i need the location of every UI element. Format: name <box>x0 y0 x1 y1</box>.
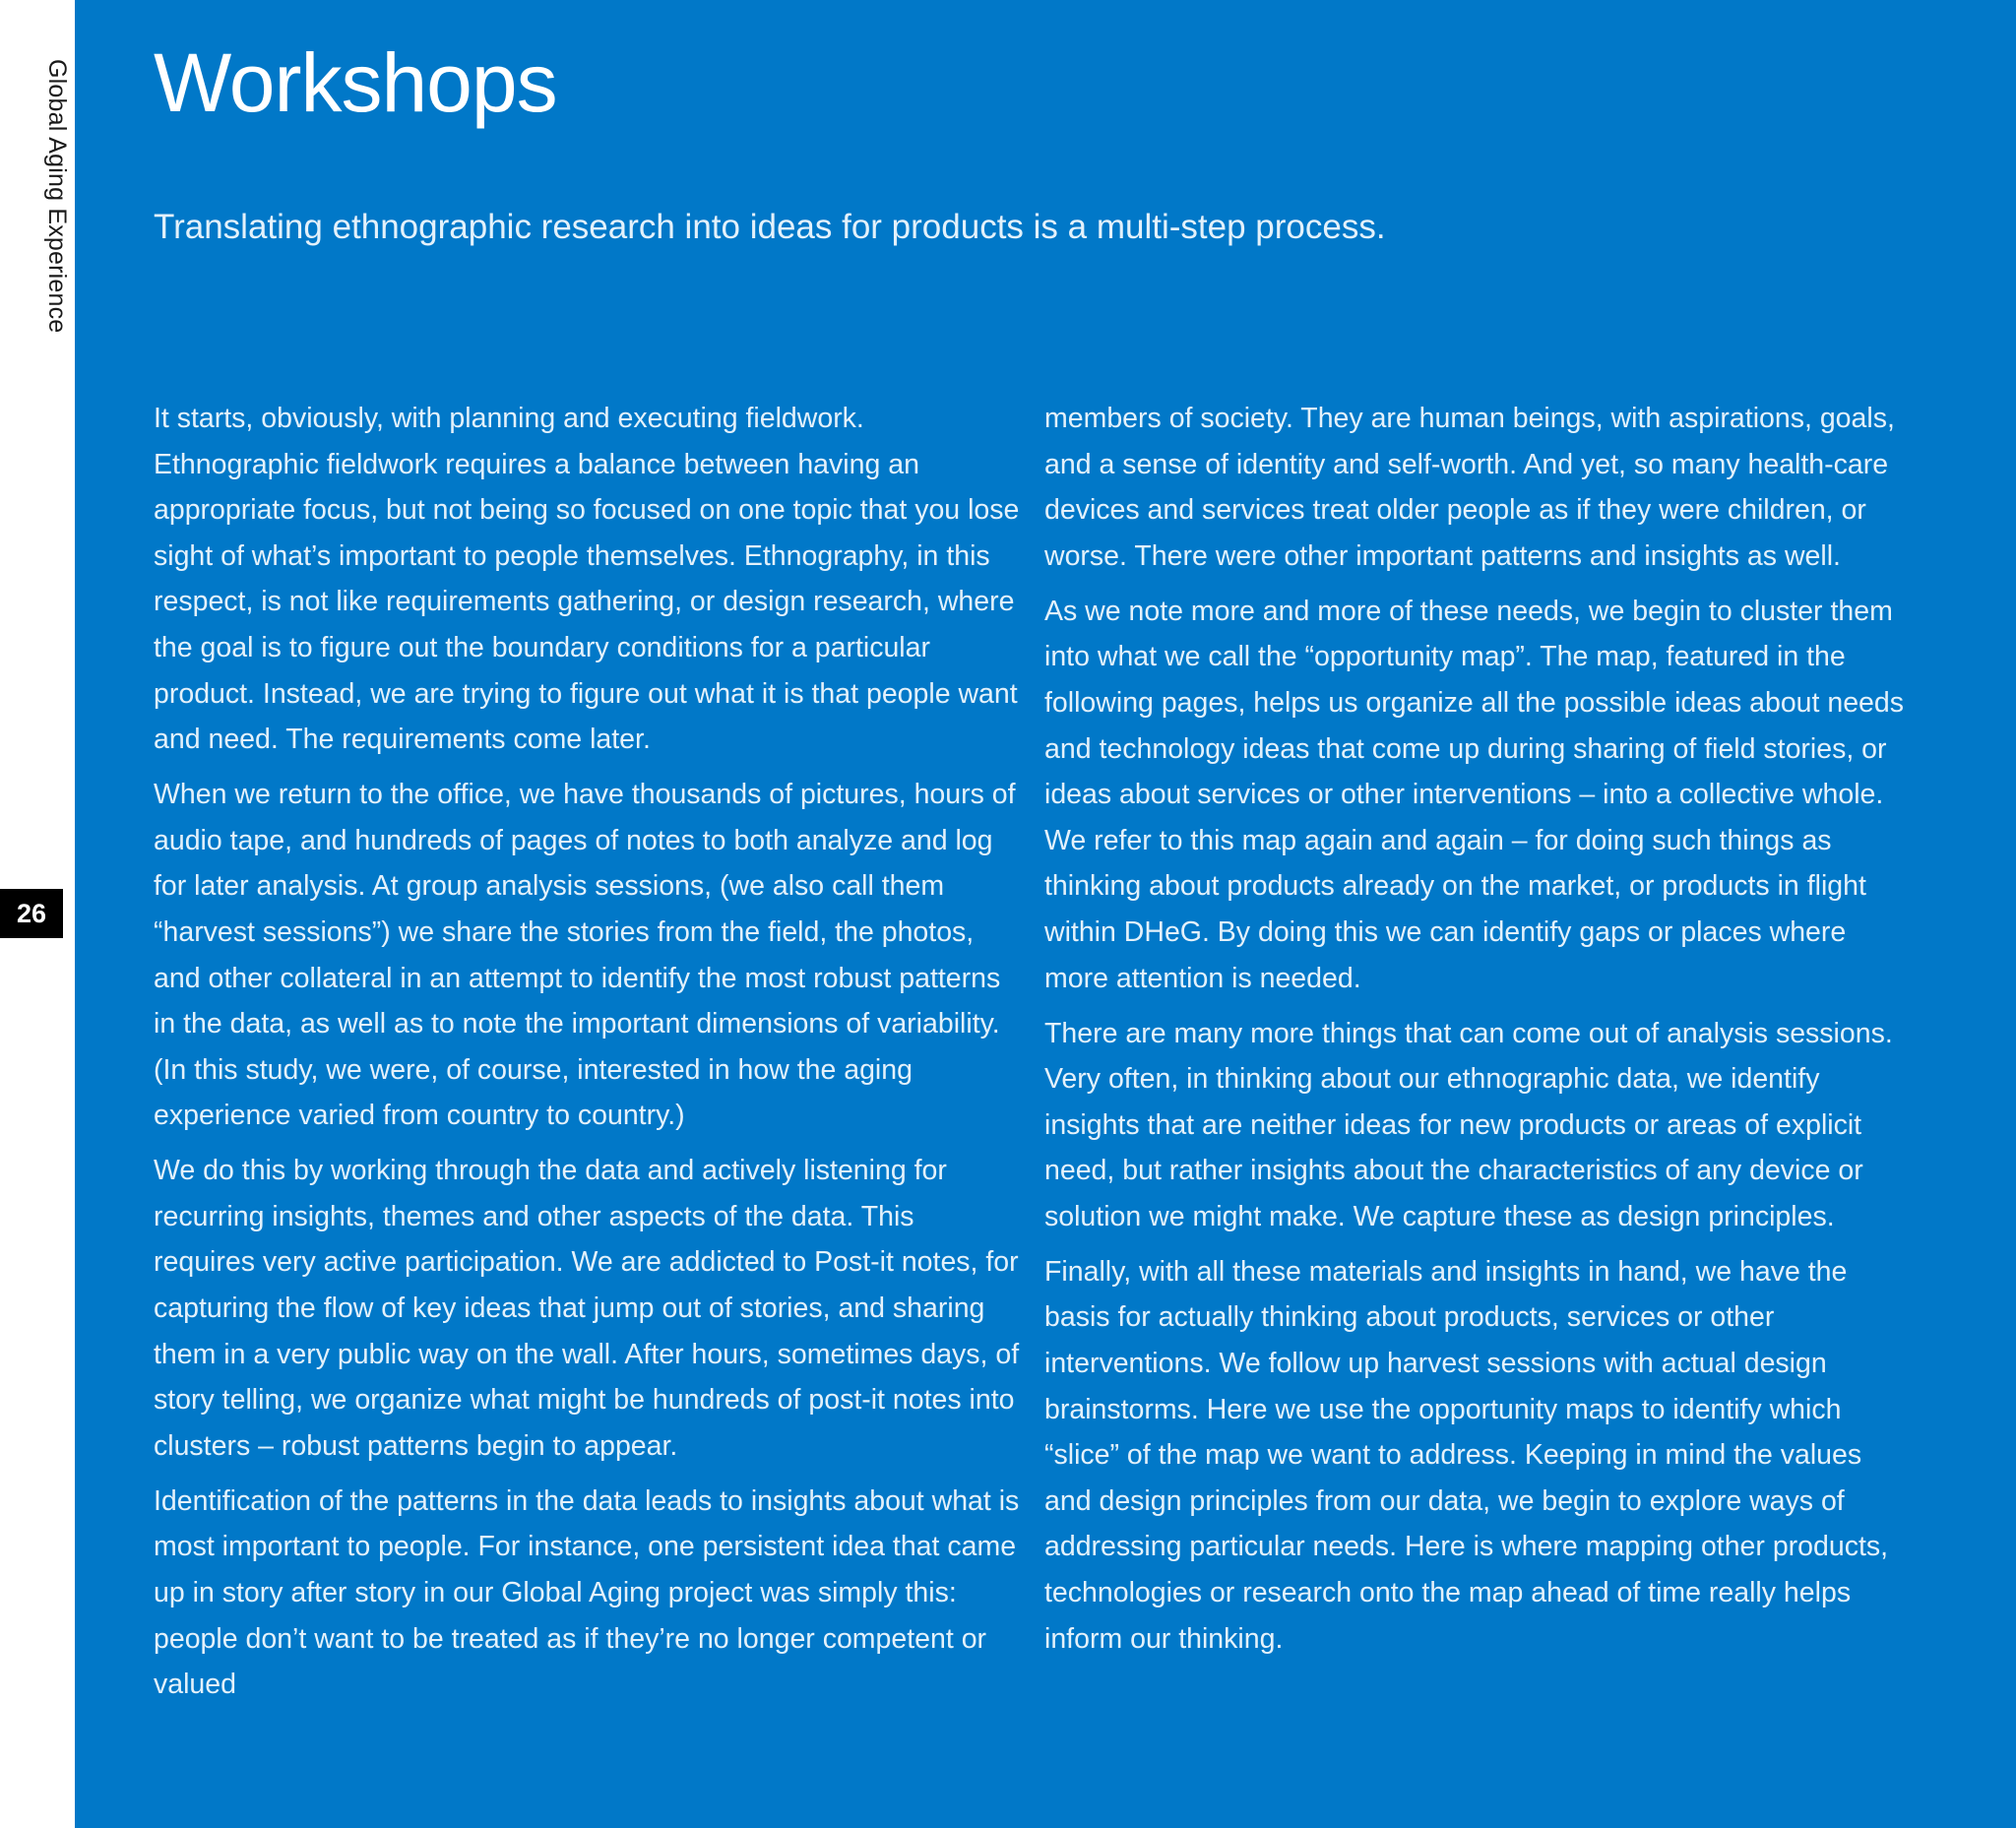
paragraph: Identification of the patterns in the data leads to insights about what is most important to people. For instance, one persistent idea that came up in story after story in our Global Aging project was simply this: people don’t want to be treated as if they’re no longer competent or valued <box>154 1484 1020 1701</box>
left-column <box>154 396 1020 1717</box>
paragraph: It starts, obviously, with planning and executing fieldwork. Ethnographic fieldwork requires a balance between having an appropriate focus, but not being so focused on one topic that you lose sight of what’s important to people themselves. Ethnography, in this respect, is not like requirements gathering, or design research, where the goal is to figure out the boundary conditions for a particular product. Instead, we are trying to figure out what it is that people want and need. The requirements come later. <box>154 403 1020 756</box>
paragraph: There are many more things that can come out of analysis sessions. Very often, in thinking about our ethnographic data, we identify insights that are neither ideas for new products or areas of explicit need, but rather insights about the characteristics of any device or solution we might make. We capture these as design principles. <box>1044 1017 1893 1232</box>
content-panel <box>75 0 2016 1828</box>
paragraph: members of society. They are human beings, with aspirations, goals, and a sense of identity and self-worth. And yet, so many health-care devices and services treat older people as if they were children, or worse. There were other important patterns and insights as well. <box>1044 403 1895 572</box>
paragraph: When we return to the office, we have thousands of pictures, hours of audio tape, and hundreds of pages of notes to both analyze and log for later analysis. At group analysis sessions, (we also call them “harvest sessions”) we share the stories from the field, the photos, and other collateral in an attempt to identify the most robust patterns in the data, as well as to note the important dimensions of variability. (In this study, we were, of course, interested in how the aging experience varied from country to country.) <box>154 779 1016 1132</box>
page-title: Workshops <box>154 36 557 129</box>
paragraph: As we note more and more of these needs, we begin to cluster them into what we call the “opportunity map”. The map, featured in the following pages, helps us organize all the possible ideas about needs and technology ideas that come up during sharing of field stories, or ideas about services or other interventions – into a collective whole. We refer to this map again and again – for doing such things as thinking about products already on the market, or products in flight within DHeG. By doing this we can identify gaps or places where more attention is needed. <box>1044 595 1905 994</box>
page-subtitle: Translating ethnographic research into ideas for products is a multi-step process. <box>154 208 1386 246</box>
sidebar <box>0 0 75 1828</box>
right-column <box>1044 396 1911 1671</box>
page-number: 26 <box>0 889 63 938</box>
running-title: Global Aging Experience <box>43 59 71 334</box>
paragraph: Finally, with all these materials and insights in hand, we have the basis for actually thinking about products, services or other interventions. We follow up harvest sessions with actual design brainstorms. Here we use the opportunity maps to identify which “slice” of the map we want to address. Keeping in mind the values and design principles from our data, we begin to explore ways of addressing particular needs. Here is where mapping other products, technologies or research onto the map ahead of time really helps inform our thinking. <box>1044 1255 1889 1655</box>
paragraph: We do this by working through the data and actively listening for recurring insights, themes and other aspects of the data. This requires very active participation. We are addicted to Post-it notes, for capturing the flow of key ideas that jump out of stories, and sharing them in a very public way on the wall. After hours, sometimes days, of story telling, we organize what might be hundreds of post-it notes into clusters – robust patterns begin to appear. <box>154 1155 1020 1462</box>
